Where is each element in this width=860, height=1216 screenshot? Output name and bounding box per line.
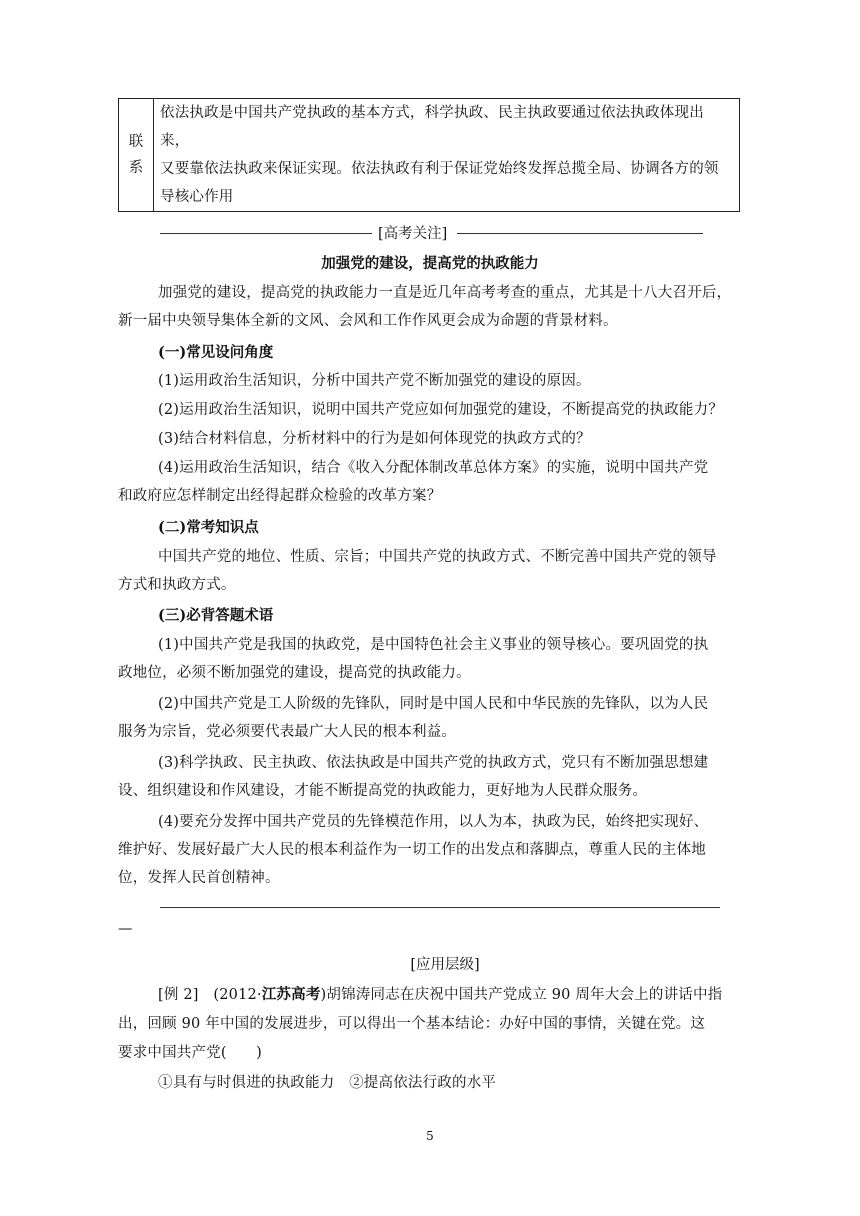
point-1-line-2: 政地位，必须不断加强党的建设，提高党的执政能力。 [118, 665, 471, 681]
focus-label: [高考关注] [378, 226, 448, 242]
question-3: (3)结合材料信息，分析材料中的行为是如何体现党的执政方式的？ [158, 431, 591, 447]
point-4-line-2: 维护好、发展好最广大人民的根本利益作为一切工作的出发点和落脚点，尊重人民的主体地 [118, 842, 706, 858]
example-tag: [例 2] [158, 987, 199, 1003]
point-3-line-1: (3)科学执政、民主执政、依法执政是中国共产党的执政方式，党只有不断加强思想建 [158, 755, 709, 771]
focus-rule-left [160, 233, 372, 234]
example-line-2: 出，回顾 90 年中国的发展进步，可以得出一个基本结论：办好中国的事情，关键在党。这 [118, 1016, 706, 1032]
example-line-1-text: 胡锦涛同志在庆祝中国共产党成立 90 周年大会上的讲话中指 [326, 987, 723, 1003]
question-4-line-1: (4)运用政治生活知识，结合《收入分配体制改革总体方案》的实施，说明中国共产党 [158, 460, 709, 476]
example-source-name: 江苏高考 [261, 986, 321, 1003]
relationship-table [118, 98, 740, 212]
section-end-rule [160, 907, 720, 908]
table-header-char-1: 联 [128, 134, 144, 150]
section-2-heading: (二)常考知识点 [158, 519, 259, 536]
question-1: (1)运用政治生活知识，分析中国共产党不断加强党的建设的原因。 [158, 373, 591, 389]
point-2-line-1: (2)中国共产党是工人阶级的先锋队，同时是中国人民和中华民族的先锋队，以为人民 [158, 696, 709, 712]
intro-line-1: 加强党的建设，提高党的执政能力一直是近几年高考考查的重点，尤其是十八大召开后， [158, 285, 732, 301]
intro-line-2: 新一届中央领导集体全新的文风、会风和工作作风更会成为命题的背景材料。 [118, 313, 618, 329]
table-line-2: 又要靠依法执政来保证实现。依法执政有利于保证党始终发挥总揽全局、协调各方的领 [160, 161, 719, 177]
application-label: [应用层级] [410, 957, 480, 973]
example-options: ①具有与时俱进的执政能力 ②提高依法行政的水平 [158, 1075, 497, 1091]
table-line-1: 依法执政是中国共产党执政的基本方式，科学执政、民主执政要通过依法执政体现出来， [160, 105, 704, 149]
table-header-cell [119, 99, 154, 212]
example-source-prefix: (2012· [213, 987, 262, 1003]
table-header-char-2: 系 [128, 160, 144, 176]
section-end-mark: — [118, 921, 133, 937]
section-1-heading: (一)常见设问角度 [158, 344, 274, 361]
section-2-line-2: 方式和执政方式。 [118, 577, 236, 593]
focus-rule-right [457, 233, 703, 234]
point-3-line-2: 设、组织建设和作风建设，才能不断提高党的执政能力，更好地为人民群众服务。 [118, 783, 648, 799]
example-source-suffix: ) [320, 987, 327, 1003]
question-2: (2)运用政治生活知识，说明中国共产党应如何加强党的建设，不断提高党的执政能力？ [158, 402, 724, 418]
section-3-heading: (三)必背答题术语 [158, 607, 274, 624]
focus-title: 加强党的建设，提高党的执政能力 [321, 255, 539, 272]
table-line-3: 导核心作用 [160, 189, 234, 205]
example-line-3: 要求中国共产党( ) [118, 1045, 263, 1061]
page-number: 5 [426, 1129, 434, 1143]
section-2-line-1: 中国共产党的地位、性质、宗旨；中国共产党的执政方式、不断完善中国共产党的领导 [158, 549, 717, 565]
point-1-line-1: (1)中国共产党是我国的执政党，是中国特色社会主义事业的领导核心。要巩固党的执 [158, 637, 709, 653]
point-4-line-3: 位，发挥人民首创精神。 [118, 870, 280, 886]
example-line-1 [158, 983, 722, 1004]
table-content-cell [154, 99, 740, 212]
point-2-line-2: 服务为宗旨，党必须要代表最广大人民的根本利益。 [118, 724, 457, 740]
question-4-line-2: 和政府应怎样制定出经得起群众检验的改革方案？ [118, 488, 442, 504]
point-4-line-1: (4)要充分发挥中国共产党员的先锋模范作用，以人为本，执政为民，始终把实现好、 [158, 814, 709, 830]
